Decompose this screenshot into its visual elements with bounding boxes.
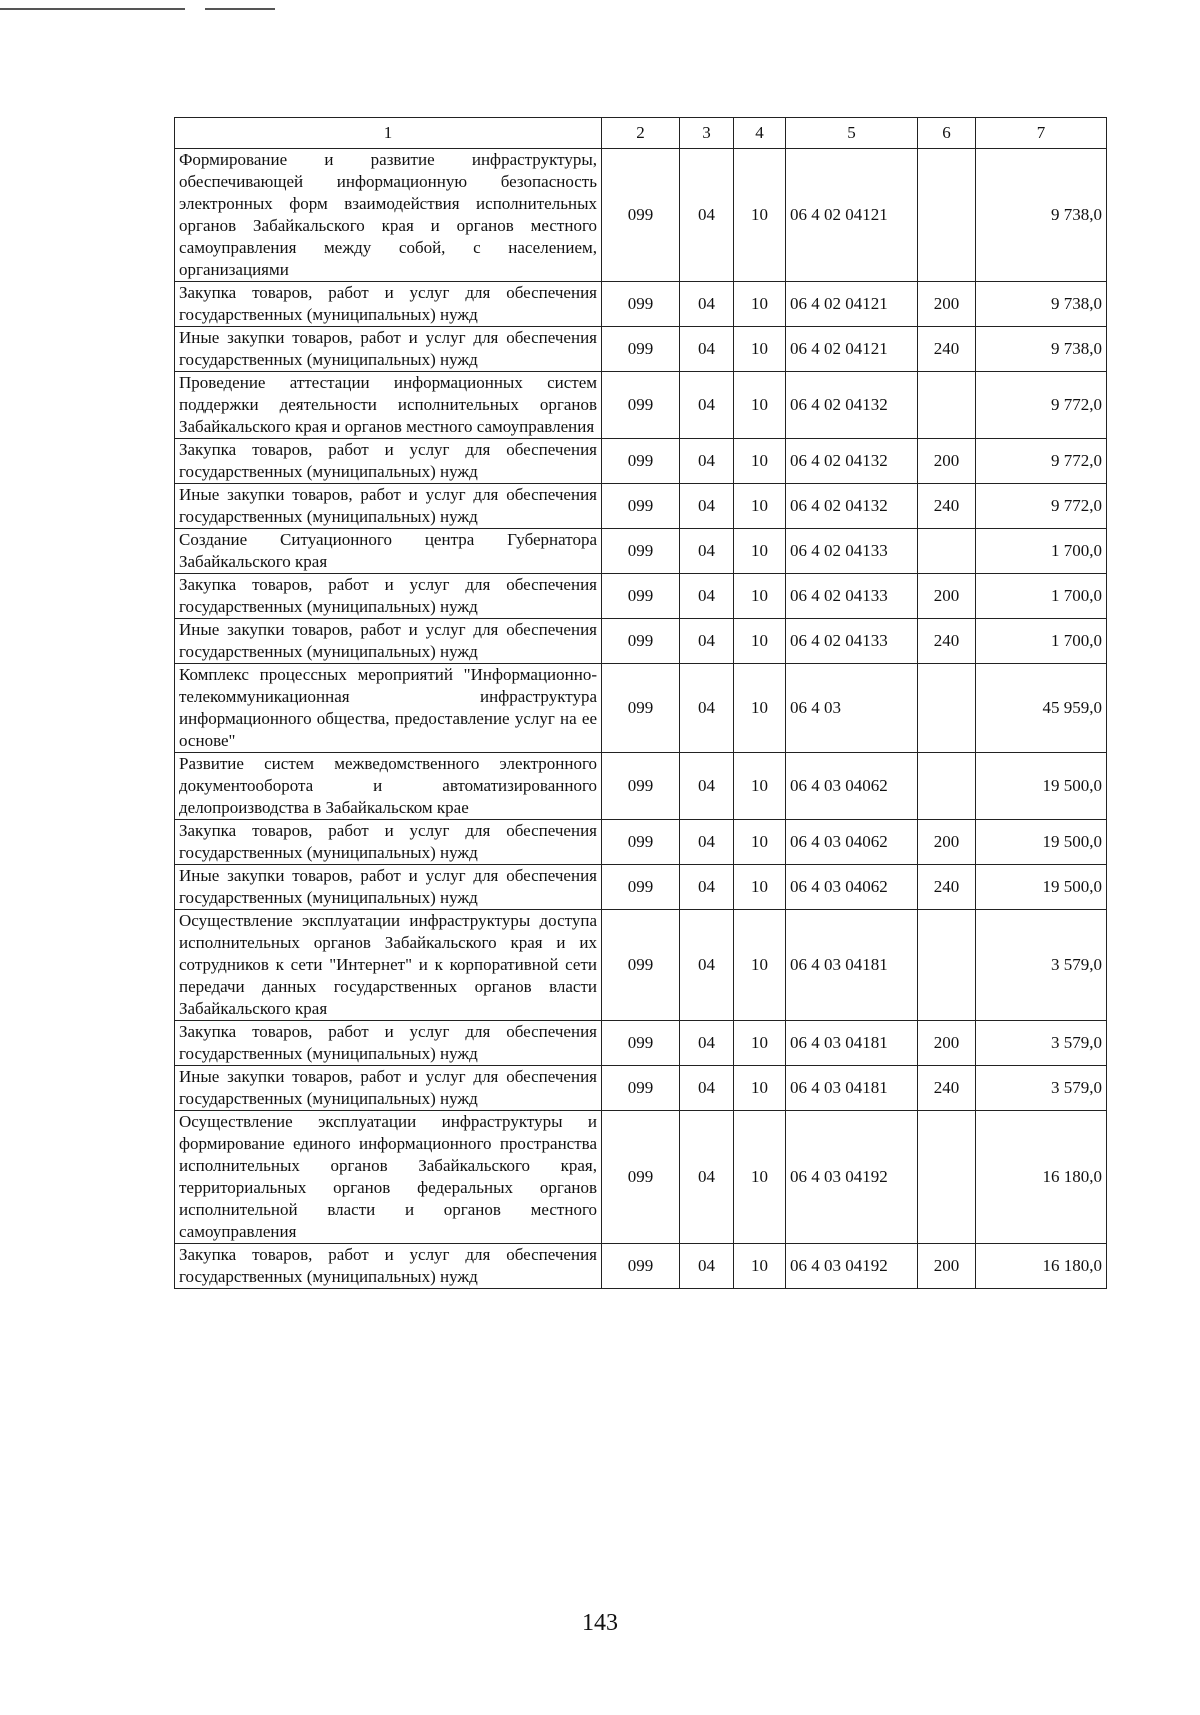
section-code-cell: 04 [680,1066,734,1111]
target-article-cell: 06 4 02 04132 [786,439,918,484]
table-row [175,439,1107,484]
expense-type-cell: 200 [918,439,976,484]
table-row [175,865,1107,910]
row-name-cell: Осуществление эксплуатации инфраструктуры и формирование единого информационного пространства исполнительных органов Забайкальского края, территориальных органов федеральных органов исполнительной власти и органов местного самоуправления [175,1111,602,1244]
target-article-cell: 06 4 03 [786,664,918,753]
row-name-cell: Закупка товаров, работ и услуг для обеспечения государственных (муниципальных) нужд [175,1021,602,1066]
budget-table [174,117,1107,1289]
expense-type-cell [918,1111,976,1244]
admin-code-cell: 099 [602,484,680,529]
section-code-cell: 04 [680,910,734,1021]
admin-code-cell: 099 [602,439,680,484]
target-article-cell: 06 4 03 04062 [786,753,918,820]
amount-cell: 9 772,0 [976,372,1107,439]
amount-cell: 16 180,0 [976,1111,1107,1244]
table-row [175,484,1107,529]
target-article-cell: 06 4 03 04181 [786,1021,918,1066]
amount-cell: 16 180,0 [976,1244,1107,1289]
expense-type-cell: 240 [918,327,976,372]
target-article-cell: 06 4 03 04192 [786,1111,918,1244]
target-article-cell: 06 4 02 04132 [786,372,918,439]
column-header: 5 [786,118,918,149]
table-row [175,1066,1107,1111]
expense-type-cell [918,753,976,820]
subsection-code-cell: 10 [734,865,786,910]
table-row [175,910,1107,1021]
subsection-code-cell: 10 [734,1244,786,1289]
admin-code-cell: 099 [602,1066,680,1111]
target-article-cell: 06 4 03 04062 [786,865,918,910]
row-name-cell: Иные закупки товаров, работ и услуг для обеспечения государственных (муниципальных) нужд [175,327,602,372]
target-article-cell: 06 4 02 04133 [786,529,918,574]
column-header: 4 [734,118,786,149]
subsection-code-cell: 10 [734,1111,786,1244]
table-row [175,282,1107,327]
table-row [175,753,1107,820]
amount-cell: 45 959,0 [976,664,1107,753]
section-code-cell: 04 [680,439,734,484]
section-code-cell: 04 [680,1111,734,1244]
target-article-cell: 06 4 03 04181 [786,910,918,1021]
table-row [175,149,1107,282]
table-row [175,327,1107,372]
row-name-cell: Формирование и развитие инфраструктуры, обеспечивающей информационную безопасность электронных форм взаимодействия исполнительных органов Забайкальского края и органов местного самоуправления между собой, с населением, организациями [175,149,602,282]
target-article-cell: 06 4 03 04192 [786,1244,918,1289]
expense-type-cell: 200 [918,820,976,865]
section-code-cell: 04 [680,820,734,865]
subsection-code-cell: 10 [734,1021,786,1066]
table-row [175,1244,1107,1289]
section-code-cell: 04 [680,327,734,372]
section-code-cell: 04 [680,484,734,529]
section-code-cell: 04 [680,619,734,664]
table-row [175,619,1107,664]
row-name-cell: Закупка товаров, работ и услуг для обеспечения государственных (муниципальных) нужд [175,820,602,865]
table-row [175,574,1107,619]
amount-cell: 3 579,0 [976,910,1107,1021]
amount-cell: 9 772,0 [976,439,1107,484]
row-name-cell: Иные закупки товаров, работ и услуг для обеспечения государственных (муниципальных) нужд [175,1066,602,1111]
expense-type-cell: 240 [918,484,976,529]
scan-artifact-line [205,8,275,10]
row-name-cell: Закупка товаров, работ и услуг для обеспечения государственных (муниципальных) нужд [175,1244,602,1289]
row-name-cell: Закупка товаров, работ и услуг для обеспечения государственных (муниципальных) нужд [175,439,602,484]
admin-code-cell: 099 [602,1244,680,1289]
admin-code-cell: 099 [602,282,680,327]
subsection-code-cell: 10 [734,664,786,753]
admin-code-cell: 099 [602,574,680,619]
admin-code-cell: 099 [602,1021,680,1066]
table-row [175,664,1107,753]
expense-type-cell [918,910,976,1021]
subsection-code-cell: 10 [734,910,786,1021]
expense-type-cell: 240 [918,1066,976,1111]
amount-cell: 9 738,0 [976,327,1107,372]
section-code-cell: 04 [680,149,734,282]
section-code-cell: 04 [680,664,734,753]
expense-type-cell [918,529,976,574]
section-code-cell: 04 [680,865,734,910]
section-code-cell: 04 [680,529,734,574]
expense-type-cell [918,372,976,439]
table-row [175,820,1107,865]
expense-type-cell: 200 [918,1244,976,1289]
row-name-cell: Закупка товаров, работ и услуг для обеспечения государственных (муниципальных) нужд [175,282,602,327]
section-code-cell: 04 [680,753,734,820]
target-article-cell: 06 4 02 04133 [786,574,918,619]
admin-code-cell: 099 [602,327,680,372]
subsection-code-cell: 10 [734,327,786,372]
amount-cell: 19 500,0 [976,820,1107,865]
subsection-code-cell: 10 [734,439,786,484]
column-header: 2 [602,118,680,149]
subsection-code-cell: 10 [734,372,786,439]
admin-code-cell: 099 [602,529,680,574]
column-header: 1 [175,118,602,149]
row-name-cell: Иные закупки товаров, работ и услуг для обеспечения государственных (муниципальных) нужд [175,484,602,529]
row-name-cell: Комплекс процессных мероприятий "Информационно-телекоммуникационная инфраструктура информационного общества, предоставление услуг на ее основе" [175,664,602,753]
amount-cell: 3 579,0 [976,1021,1107,1066]
expense-type-cell: 200 [918,574,976,619]
admin-code-cell: 099 [602,619,680,664]
subsection-code-cell: 10 [734,282,786,327]
row-name-cell: Развитие систем межведомственного электронного документооборота и автоматизированного делопроизводства в Забайкальском крае [175,753,602,820]
table-row [175,372,1107,439]
row-name-cell: Создание Ситуационного центра Губернатора Забайкальского края [175,529,602,574]
table-row [175,529,1107,574]
admin-code-cell: 099 [602,372,680,439]
subsection-code-cell: 10 [734,149,786,282]
amount-cell: 9 738,0 [976,282,1107,327]
amount-cell: 19 500,0 [976,753,1107,820]
column-header: 6 [918,118,976,149]
expense-type-cell: 200 [918,282,976,327]
subsection-code-cell: 10 [734,619,786,664]
section-code-cell: 04 [680,282,734,327]
table-row [175,1021,1107,1066]
target-article-cell: 06 4 02 04133 [786,619,918,664]
amount-cell: 19 500,0 [976,865,1107,910]
table-body [175,149,1107,1289]
section-code-cell: 04 [680,1244,734,1289]
page-number: 143 [582,1610,618,1636]
table-header-row [175,118,1107,149]
amount-cell: 1 700,0 [976,529,1107,574]
subsection-code-cell: 10 [734,753,786,820]
subsection-code-cell: 10 [734,529,786,574]
admin-code-cell: 099 [602,865,680,910]
expense-type-cell [918,149,976,282]
amount-cell: 1 700,0 [976,619,1107,664]
admin-code-cell: 099 [602,664,680,753]
row-name-cell: Иные закупки товаров, работ и услуг для обеспечения государственных (муниципальных) нужд [175,619,602,664]
subsection-code-cell: 10 [734,484,786,529]
subsection-code-cell: 10 [734,574,786,619]
target-article-cell: 06 4 03 04181 [786,1066,918,1111]
target-article-cell: 06 4 02 04121 [786,149,918,282]
amount-cell: 1 700,0 [976,574,1107,619]
scan-artifact-line [0,8,185,10]
expense-type-cell: 200 [918,1021,976,1066]
table-row [175,1111,1107,1244]
amount-cell: 3 579,0 [976,1066,1107,1111]
admin-code-cell: 099 [602,753,680,820]
row-name-cell: Проведение аттестации информационных систем поддержки деятельности исполнительных органов Забайкальского края и органов местного самоуправления [175,372,602,439]
admin-code-cell: 099 [602,820,680,865]
row-name-cell: Иные закупки товаров, работ и услуг для обеспечения государственных (муниципальных) нужд [175,865,602,910]
amount-cell: 9 772,0 [976,484,1107,529]
target-article-cell: 06 4 02 04121 [786,327,918,372]
row-name-cell: Закупка товаров, работ и услуг для обеспечения государственных (муниципальных) нужд [175,574,602,619]
section-code-cell: 04 [680,574,734,619]
admin-code-cell: 099 [602,1111,680,1244]
expense-type-cell: 240 [918,865,976,910]
admin-code-cell: 099 [602,910,680,1021]
section-code-cell: 04 [680,372,734,439]
column-header: 7 [976,118,1107,149]
target-article-cell: 06 4 02 04132 [786,484,918,529]
admin-code-cell: 099 [602,149,680,282]
subsection-code-cell: 10 [734,1066,786,1111]
section-code-cell: 04 [680,1021,734,1066]
target-article-cell: 06 4 03 04062 [786,820,918,865]
column-header: 3 [680,118,734,149]
target-article-cell: 06 4 02 04121 [786,282,918,327]
expense-type-cell: 240 [918,619,976,664]
subsection-code-cell: 10 [734,820,786,865]
expense-type-cell [918,664,976,753]
amount-cell: 9 738,0 [976,149,1107,282]
row-name-cell: Осуществление эксплуатации инфраструктуры доступа исполнительных органов Забайкальского края и их сотрудников к сети "Интернет" и к корпоративной сети передачи данных государственных органов власти Забайкальского края [175,910,602,1021]
